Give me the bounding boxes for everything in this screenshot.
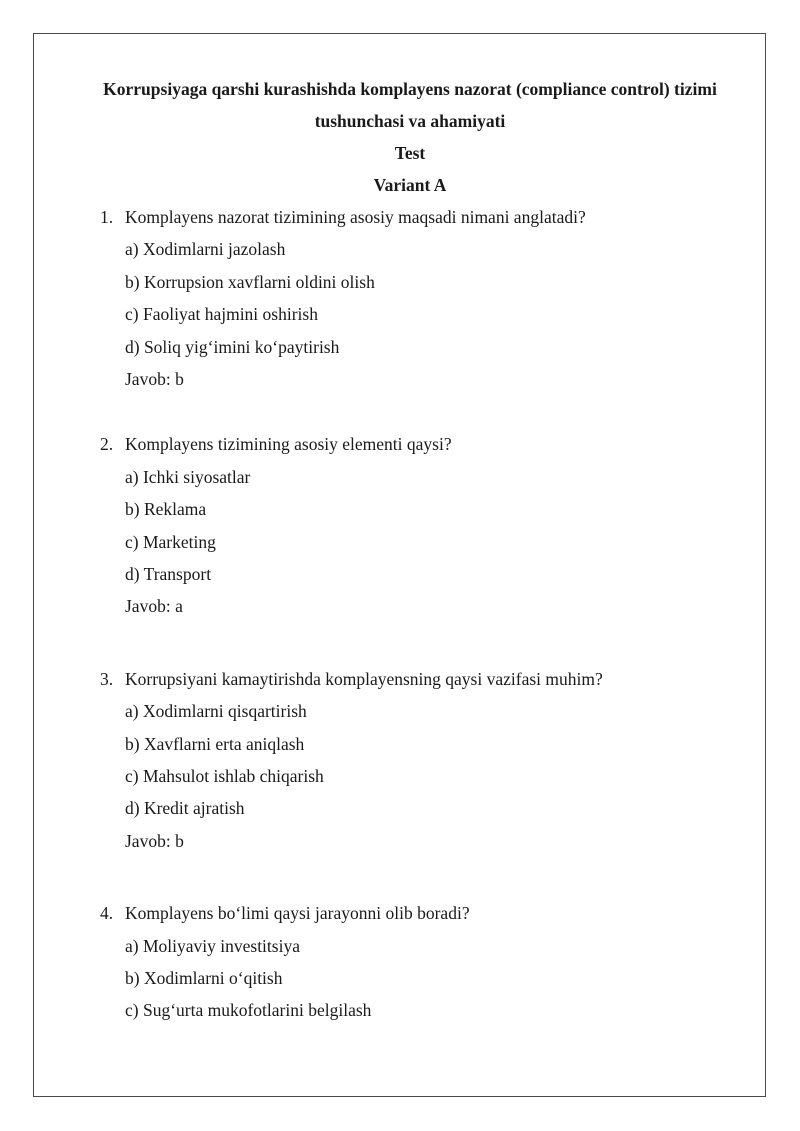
question-number: 3.: [100, 669, 114, 689]
question-number: 2.: [100, 434, 114, 454]
question-text: Komplayens nazorat tizimining asosiy maqsadi nimani anglatadi?: [125, 207, 586, 227]
question-number: 4.: [100, 903, 114, 923]
option-b: b) Xavflarni erta aniqlash: [125, 734, 305, 754]
answer: Javob: b: [125, 831, 184, 851]
option-c: c) Marketing: [125, 532, 216, 552]
answer: Javob: a: [125, 596, 183, 616]
variant-heading: Variant A: [373, 175, 447, 195]
document-title-line-1: Korrupsiyaga qarshi kurashishda komplayens nazorat (compliance control) tizimi: [103, 79, 717, 99]
option-c: c) Faoliyat hajmini oshirish: [125, 304, 318, 324]
option-b: b) Korrupsion xavflarni oldini olish: [125, 272, 375, 292]
answer: Javob: b: [125, 369, 184, 389]
question-text: Komplayens bo‘limi qaysi jarayonni olib boradi?: [125, 903, 470, 923]
option-a: a) Ichki siyosatlar: [125, 467, 251, 487]
question-number: 1.: [100, 207, 114, 227]
question-text: Komplayens tizimining asosiy elementi qaysi?: [125, 434, 452, 454]
option-a: a) Xodimlarni jazolash: [125, 239, 286, 259]
option-b: b) Reklama: [125, 499, 207, 519]
document-title-line-2: tushunchasi va ahamiyati: [314, 111, 506, 131]
option-a: a) Moliyaviy investitsiya: [125, 936, 300, 956]
test-heading: Test: [394, 143, 426, 163]
option-d: d) Kredit ajratish: [125, 798, 245, 818]
question-text: Korrupsiyani kamaytirishda komplayensning qaysi vazifasi muhim?: [125, 669, 603, 689]
option-c: c) Sug‘urta mukofotlarini belgilash: [125, 1000, 372, 1020]
option-a: a) Xodimlarni qisqartirish: [125, 701, 307, 721]
option-d: d) Transport: [125, 564, 212, 584]
option-c: c) Mahsulot ishlab chiqarish: [125, 766, 324, 786]
option-b: b) Xodimlarni o‘qitish: [125, 968, 283, 988]
option-d: d) Soliq yig‘imini ko‘paytirish: [125, 337, 340, 357]
